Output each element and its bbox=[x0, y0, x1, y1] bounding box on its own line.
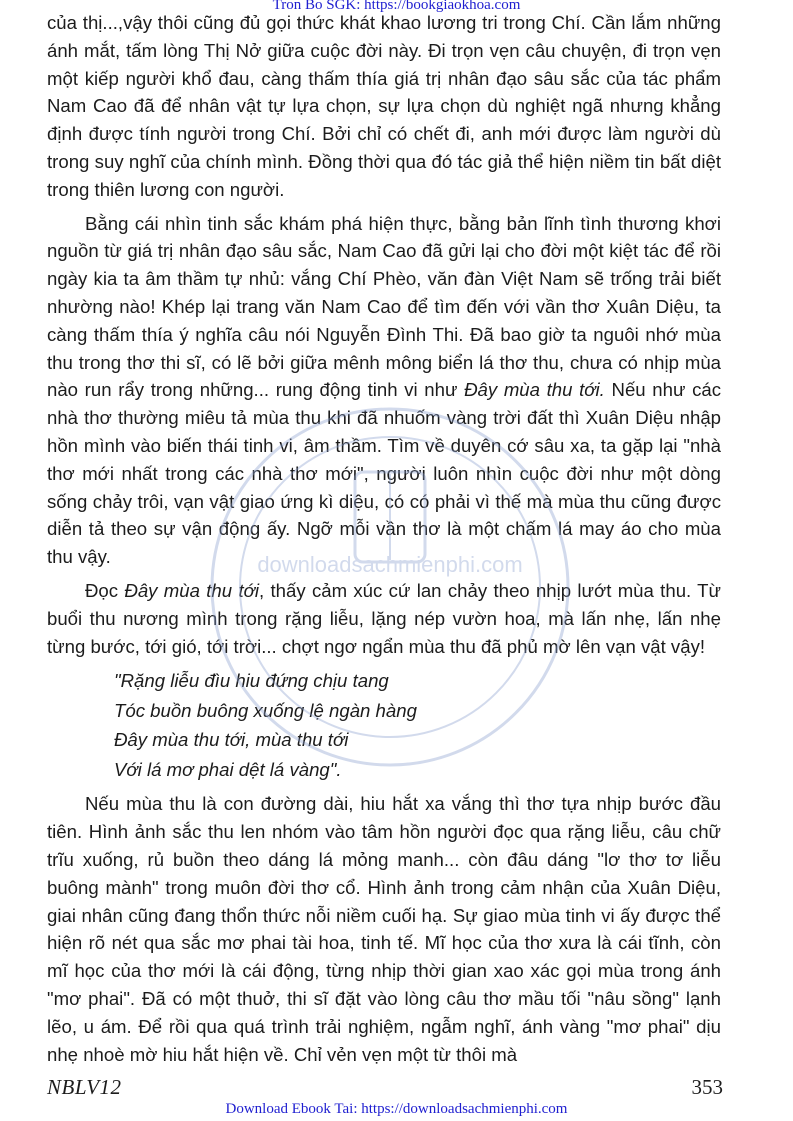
page-body bbox=[47, 9, 721, 1068]
poem-title-reference: Đây mùa thu tới. bbox=[464, 379, 605, 401]
paragraph-3-part-a: Đọc bbox=[85, 579, 125, 601]
poem-line: Đây mùa thu tới, mùa thu tới bbox=[114, 729, 349, 751]
watermark-text: downloadsachmienphi.com bbox=[257, 552, 523, 577]
paragraph-2 bbox=[47, 210, 721, 571]
poem-line: "Rặng liễu đìu hiu đứng chịu tang bbox=[114, 670, 389, 692]
paragraph-2-part-b: Nếu như các nhà thơ thường miêu tả mùa thu khi đã nhuốm vàng trời đất thì Xuân Diệu nhập hồn mình vào biến thái tinh vi, âm thầm. Tìm về duyên cớ sâu xa, ta gặp lại "nhà thơ mới nhất trong các nhà thơ mới", người luôn nhìn cuộc đời như một dòng sống chảy trôi, vạn vật giao ứng kì diệu, có có phải vì thế mà mùa thu cũng được diễn tả theo sự vận động ấy. Ngỡ mỗi vần thơ là một chấm lá may áo cho mùa thu vậy. bbox=[47, 379, 721, 568]
poem-line: Với lá mơ phai dệt lá vàng". bbox=[114, 758, 342, 780]
poem-line: Tóc buồn buông xuống lệ ngàn hàng bbox=[114, 699, 417, 721]
paragraph-4: Nếu mùa thu là con đường dài, hiu hắt xa vắng thì thơ tựa nhịp bước đầu tiên. Hình ảnh sắc thu len nhóm vào tâm hồn người đọc qua rặng liễu, câu chữ trĩu xuống, rủ buồn theo dáng lá mỏng manh... còn đâu dáng "lơ thơ tơ liễu buông mành" trong muôn đời thơ cổ. Hình ảnh trong cảm nhận của Xuân Diệu, giai nhân cũng đang thổn thức nỗi niềm cuối hạ. Sự giao mùa tinh vi ấy được thể hiện rõ nét qua sắc mơ phai tài hoa, tinh tế. Mĩ học của thơ xưa là cái tĩnh, còn mĩ học của thơ mới là cái động, từng nhịp thời gian xao xác gọi mùa trong ánh "mơ phai". Đã có một thuở, thi sĩ đặt vào lòng câu thơ mầu tối "nâu sồng" lạnh lẽo, u ám. Để rồi qua quá trình trải nghiệm, ngẫm nghĩ, ánh vàng "mơ phai" dịu nhẹ nhoè mờ hiu hắt hiện về. Chỉ vẻn vẹn một từ thôi mà bbox=[47, 793, 721, 1065]
paragraph-3-part-b: , thấy cảm xúc cứ lan chảy theo nhịp lướt mùa thu. Từ buổi thu nương mình trong rặng liễu, lặng nép vườn hoa, mà lấn nhẹ, lấn nhẹ từng bước, tới gió, tới trời... chợt ngơ ngẩn mùa thu đã phủ mờ lên vạn vật vậy! bbox=[47, 579, 721, 657]
paragraph-3 bbox=[47, 577, 721, 660]
footer-series-code: NBLV12 bbox=[47, 1075, 122, 1099]
poem-quote bbox=[47, 666, 721, 784]
poem-title-reference-2: Đây mùa thu tới bbox=[124, 579, 259, 601]
paragraph-2-part-a: Bằng cái nhìn tinh sắc khám phá hiện thực, bằng bản lĩnh tình thương khơi nguồn từ giá trị nhân đạo sâu sắc, Nam Cao đã gửi lại cho đời một kiệt tác để rồi ngày kia ta âm thầm tự nhủ: vắng Chí Phèo, văn đàn Việt Nam sẽ trống trải biết nhường nào! Khép lại trang văn Nam Cao để tìm đến với vần thơ Xuân Diệu, ta càng thấm thía ý nghĩa câu nói Nguyễn Đình Thi. Đã bao giờ ta nguôi nhớ mùa thu trong thơ thi sĩ, có lẽ bởi giữa mênh mông biển lá thơ thu, chưa có nhịp mùa nào run rẩy trong những... rung động tinh vi như bbox=[47, 212, 721, 401]
header-source-link[interactable]: Tron Bo SGK: https://bookgiaokhoa.com bbox=[272, 0, 521, 13]
paragraph-1: của thị...,vậy thôi cũng đủ gọi thức khát khao lương tri trong Chí. Cần lắm những ánh mắt, tấm lòng Thị Nở giữa cuộc đời này. Đi trọn vẹn câu chuyện, đi trọn vẹn một kiếp người khổ đau, càng thấm thía giá trị nhân đạo sâu sắc của tác phẩm Nam Cao đã để nhân vật tự lựa chọn, sự lựa chọn dù nghiệt ngã nhưng khẳng định được tính người trong Chí. Bởi chỉ có chết đi, anh mới được làm người dù trong suy nghĩ của chính mình. Đồng thời qua đó tác giả thể hiện niềm tin bất diệt trong thiên lương con người. bbox=[47, 12, 721, 200]
footer-download-link[interactable]: Download Ebook Tai: https://downloadsachmienphi.com bbox=[225, 1101, 568, 1117]
footer-page-number: 353 bbox=[691, 1075, 723, 1099]
